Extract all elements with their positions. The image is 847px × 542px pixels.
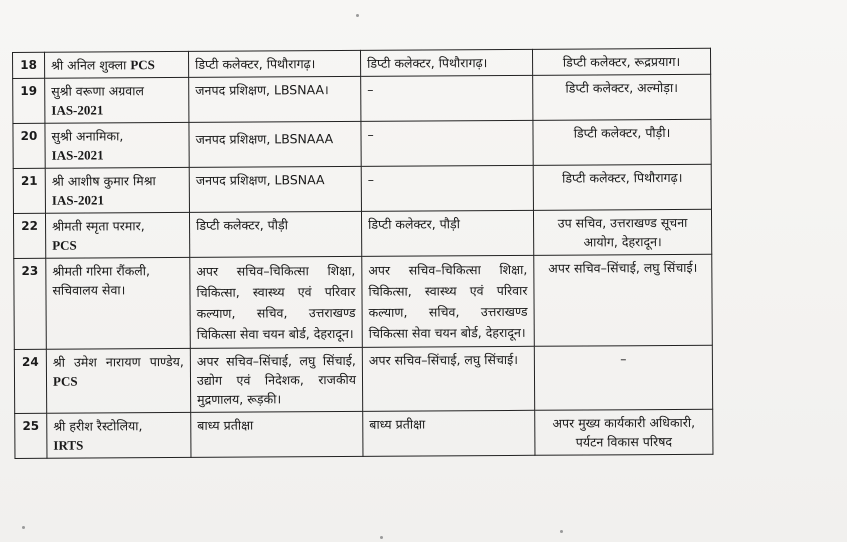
new-posting: डिप्टी कलेक्टर, पिथौरागढ़। [533, 164, 711, 210]
previous-posting: बाध्य प्रतीक्षा [363, 410, 535, 456]
officer-service: सचिवालय सेवा। [52, 282, 126, 298]
serial-number: 19 [13, 78, 45, 123]
officer-name [45, 122, 189, 168]
table-row [13, 74, 711, 123]
officer-name [45, 51, 189, 78]
table-row [13, 119, 711, 168]
current-posting: अपर सचिव–सिंचाई, लघु सिंचाई, उद्योग एवं निदेशक, राजकीय मुद्रणालय, रूड़की। [190, 347, 362, 412]
new-posting: डिप्टी कलेक्टर, रूद्रप्रयाग। [532, 48, 710, 75]
officer-name-text: श्री अनिल शुक्ला [51, 57, 127, 73]
officer-service: IAS-2021 [51, 192, 104, 208]
scan-speck [22, 526, 25, 529]
table-row [15, 409, 713, 458]
officer-name-text: श्री उमेश नारायण पाण्डेय, [52, 353, 184, 370]
previous-posting: डिप्टी कलेक्टर, पिथौरागढ़। [360, 49, 532, 76]
new-posting: अपर मुख्य कार्यकारी अधिकारी, पर्यटन विकास परिषद [535, 409, 713, 455]
table-row [14, 254, 713, 349]
table-row [14, 345, 712, 413]
officer-name [45, 212, 189, 258]
current-posting: बाध्य प्रतीक्षा [191, 411, 363, 457]
officer-name-text: श्रीमती गरिमा रौंकली, [52, 263, 150, 279]
previous-posting: अपर सचिव–चिकित्सा शिक्षा, चिकित्सा, स्वास्थ्य एवं परिवार कल्याण, सचिव, उत्तराखण्ड चिकित्सा सेवा चयन बोर्ड, देहरादून। [362, 255, 535, 347]
serial-number: 21 [13, 168, 45, 213]
officer-name-text: श्रीमती स्मृता परमार, [52, 218, 145, 234]
previous-posting: – [361, 75, 533, 121]
officer-service: IRTS [53, 437, 84, 453]
officer-name-text: सुश्री वरूणा अग्रवाल [51, 83, 144, 99]
serial-number: 25 [15, 413, 47, 458]
new-posting: उप सचिव, उत्तराखण्ड सूचना आयोग, देहरादून। [533, 209, 711, 255]
officer-service: IAS-2021 [51, 147, 104, 163]
officer-name [47, 412, 191, 458]
officer-name [46, 257, 191, 349]
officer-service: PCS [52, 373, 78, 389]
officer-service: PCS [130, 57, 155, 73]
current-posting: अपर सचिव–चिकित्सा शिक्षा, चिकित्सा, स्वास्थ्य एवं परिवार कल्याण, सचिव, उत्तराखण्ड चिकित्सा सेवा चयन बोर्ड, देहरादून। [190, 256, 363, 348]
current-posting: डिप्टी कलेक्टर, पौड़ी [189, 211, 361, 257]
officer-name-text: श्री हरीश रैस्टोलिया, [53, 418, 143, 434]
serial-number: 20 [13, 123, 45, 168]
scan-speck [356, 14, 359, 17]
previous-posting: डिप्टी कलेक्टर, पौड़ी [361, 210, 533, 256]
officer-name [46, 348, 190, 413]
previous-posting: अपर सचिव–सिंचाई, लघु सिंचाई। [362, 346, 534, 411]
table-row [13, 209, 711, 258]
previous-posting: – [361, 120, 533, 166]
serial-number: 18 [13, 52, 45, 78]
scan-speck [560, 530, 563, 533]
new-posting: डिप्टी कलेक्टर, अल्मोड़ा। [533, 74, 711, 120]
officer-name-text: सुश्री अनामिका, [51, 128, 124, 144]
serial-number: 22 [13, 213, 45, 258]
officer-service: IAS-2021 [51, 102, 104, 118]
current-posting: जनपद प्रशिक्षण, LBSNAA। [189, 76, 361, 122]
current-posting: डिप्टी कलेक्टर, पिथौरागढ़। [188, 50, 360, 77]
officer-name [45, 77, 189, 123]
scan-speck [380, 536, 383, 539]
serial-number: 23 [14, 258, 47, 349]
new-posting: डिप्टी कलेक्टर, पौड़ी। [533, 119, 711, 165]
current-posting: जनपद प्रशिक्षण, LBSNAAA [189, 121, 361, 167]
officer-name [45, 167, 189, 213]
previous-posting: – [361, 165, 533, 211]
officer-service: PCS [52, 237, 77, 253]
officer-name-text: श्री आशीष कुमार मिश्रा [51, 173, 156, 189]
new-posting: – [534, 345, 712, 410]
current-posting: जनपद प्रशिक्षण, LBSNAA [189, 166, 361, 212]
new-posting: अपर सचिव–सिंचाई, लघु सिंचाई। [534, 254, 713, 346]
transfer-table [12, 48, 713, 459]
table-row [13, 164, 711, 213]
serial-number: 24 [14, 349, 46, 413]
